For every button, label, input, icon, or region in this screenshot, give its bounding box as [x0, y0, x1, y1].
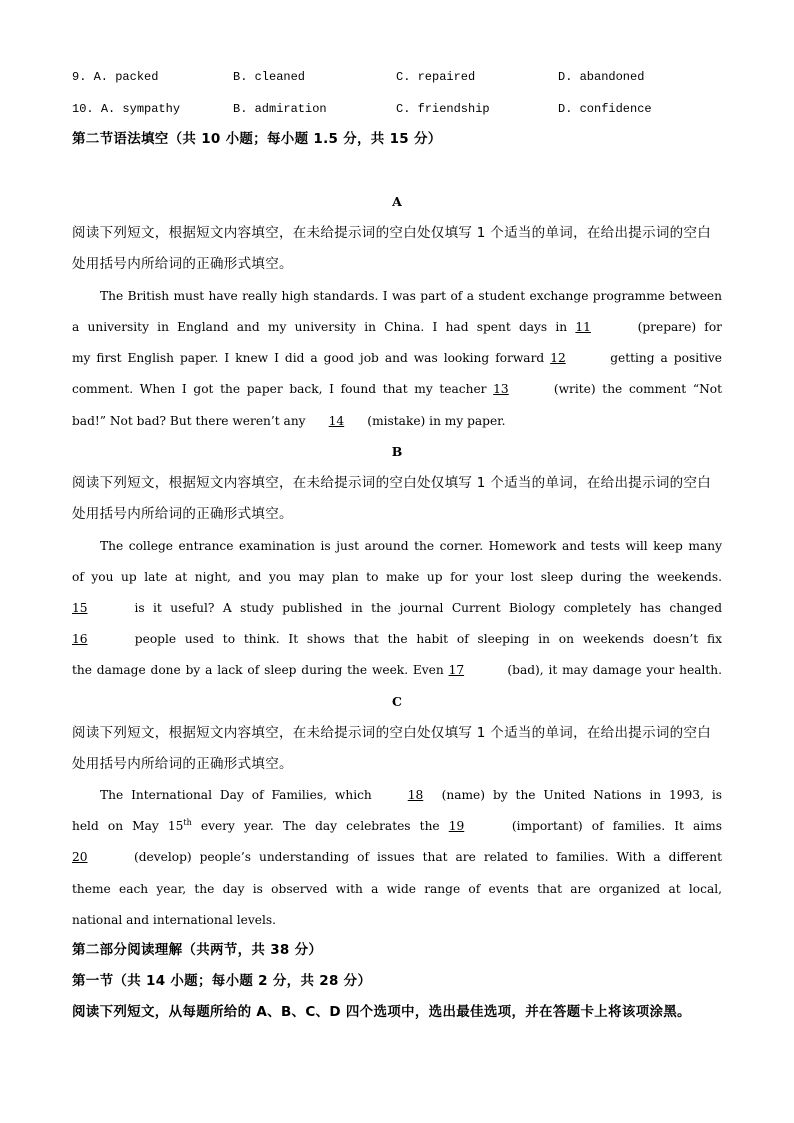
question-10-a: 10. A. sympathy: [72, 102, 181, 116]
passage-a-line-1: The British must have really high standards. I was part of a student exchange programme between: [100, 289, 722, 303]
passage-c-label: C: [392, 694, 402, 709]
passage-b-instruction-1: 阅读下列短文，根据短文内容填空，在未给提示词的空白处仅填写 1 个适当的单词，在给出提示词的空白: [72, 475, 712, 491]
question-10-c: C. friendship: [396, 102, 490, 116]
passage-b-label: B: [391, 444, 403, 459]
passage-b-line-4: 16 people used to think. It shows that the habit of sleeping in on weekends doesn’t fix: [72, 632, 722, 646]
section1-title: 第一节（共 14 小题；每小题 2 分，共 28 分）: [72, 973, 372, 989]
question-10-d: D. confidence: [558, 102, 652, 116]
question-9-b: B. cleaned: [233, 70, 306, 84]
question-9-d: D. abandoned: [558, 70, 645, 84]
passage-a-line-5: bad!” Not bad? But there weren’t any 14 (mistake) in my paper.: [72, 414, 506, 428]
passage-a-label: A: [392, 194, 402, 209]
passage-c-instruction-1: 阅读下列短文，根据短文内容填空，在未给提示词的空白处仅填写 1 个适当的单词，在给出提示词的空白: [72, 725, 712, 741]
part2-title: 第二部分阅读理解（共两节，共 38 分）: [72, 942, 323, 958]
passage-b-line-2: of you up late at night, and you may plan to make up for your lost sleep during the weekends.: [72, 570, 722, 584]
question-10-b: B. admiration: [233, 102, 327, 116]
blank-18[interactable]: 18: [407, 788, 424, 802]
question-9-a: 9. A. packed: [72, 70, 159, 84]
passage-b-instruction-2: 处用括号内所给词的正确形式填空。: [72, 506, 293, 522]
blank-19[interactable]: 19: [448, 819, 465, 833]
passage-c-line-5: national and international levels.: [72, 913, 276, 927]
passage-c-line-3: 20 (develop) people’s understanding of issues that are related to families. With a different: [72, 850, 722, 864]
passage-a-line-4: comment. When I got the paper back, I found that my teacher 13 (write) the comment “Not: [72, 382, 722, 396]
section2-title: 第二节语法填空（共 10 小题；每小题 1.5 分，共 15 分）: [72, 131, 442, 147]
blank-20[interactable]: 20: [72, 850, 88, 864]
blank-15[interactable]: 15: [72, 601, 88, 615]
passage-c-instruction-2: 处用括号内所给词的正确形式填空。: [72, 756, 293, 772]
passage-a-instruction-2: 处用括号内所给词的正确形式填空。: [72, 256, 293, 272]
question-9-c: C. repaired: [396, 70, 476, 84]
blank-17[interactable]: 17: [448, 663, 465, 677]
passage-a-line-3: my first English paper. I knew I did a good job and was looking forward 12 getting a positive: [72, 351, 722, 365]
passage-a-line-2: a university in England and my university in China. I had spent days in 11 (prepare) for: [72, 320, 722, 334]
blank-16[interactable]: 16: [72, 632, 88, 646]
passage-c-line-4: theme each year, the day is observed with a wide range of events that are organized at local,: [72, 882, 722, 896]
passage-b-line-1: The college entrance examination is just around the corner. Homework and tests will keep many: [100, 539, 722, 553]
blank-11[interactable]: 11: [575, 320, 591, 334]
passage-b-line-3: 15 is it useful? A study published in the journal Current Biology completely has changed: [72, 601, 722, 615]
section1-instruction: 阅读下列短文，从每题所给的 A、B、C、D 四个选项中，选出最佳选项，并在答题卡上将该项涂黑。: [72, 1004, 691, 1020]
passage-b-line-5: the damage done by a lack of sleep during the week. Even 17 (bad), it may damage your health.: [72, 663, 722, 677]
blank-14[interactable]: 14: [328, 414, 345, 428]
blank-12[interactable]: 12: [550, 351, 566, 365]
passage-a-instruction-1: 阅读下列短文，根据短文内容填空，在未给提示词的空白处仅填写 1 个适当的单词，在给出提示词的空白: [72, 225, 712, 241]
passage-c-line-2: held on May 15th every year. The day celebrates the 19 (important) of families. It aims: [72, 817, 722, 833]
blank-13[interactable]: 13: [493, 382, 509, 396]
passage-c-line-1: The International Day of Families, which 18 (name) by the United Nations in 1993, is: [100, 788, 722, 802]
